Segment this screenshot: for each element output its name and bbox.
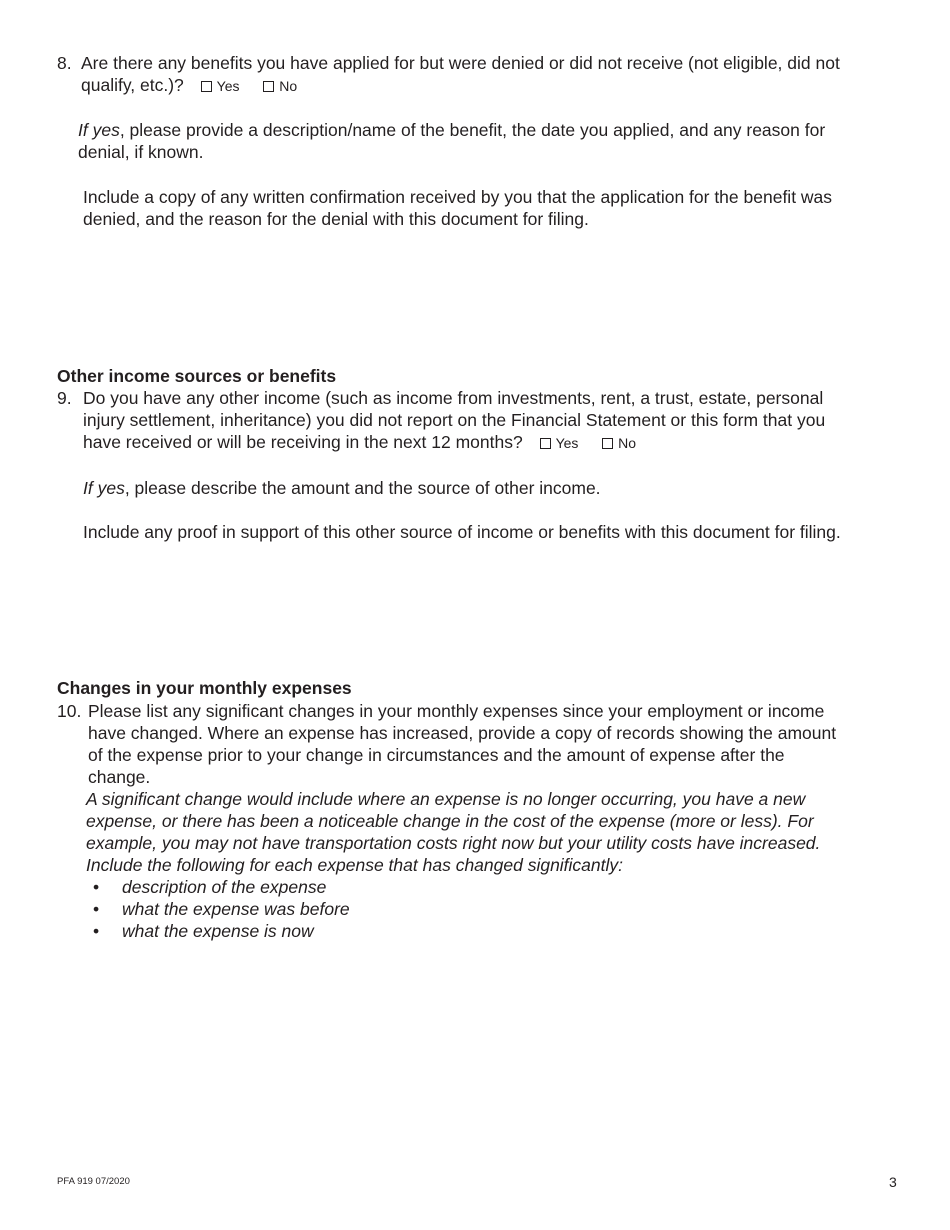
section-heading-expenses: Changes in your monthly expenses [57,678,352,698]
page-number: 3 [889,1174,897,1190]
question-number: 10. [57,701,82,721]
no-label: No [618,435,637,451]
q9-include-note: Include any proof in support of this other source of income or benefits with this document for filing. [83,522,841,542]
list-item-text: description of the expense [122,877,327,897]
question-text-line: have changed. Where an expense has increased, provide a copy of records showing the amount [88,723,837,743]
question-text-line: of the expense prior to your change in circumstances and the amount of expense after the [88,745,785,765]
instruction-text: , please provide a description/name of the benefit, the date you applied, and any reason for [119,120,826,140]
question-number: 9. [57,388,72,408]
question-text-line: have received or will be receiving in the next 12 months? [83,432,523,452]
include-text-line: denied, and the reason for the denial with this document for filing. [83,209,589,229]
note-text-line: example, you may not have transportation costs right now but your utility costs have increased. [86,833,821,853]
no-label: No [279,78,298,94]
note-text-line: Include the following for each expense that has changed significantly: [86,855,624,875]
list-item: • description of the expense [93,877,327,897]
form-id: PFA 919 07/2020 [57,1176,130,1187]
yes-label: Yes [216,78,240,94]
q8-include-note [83,186,943,230]
question-number: 8. [57,53,72,73]
if-yes-label: If yes [78,120,120,140]
include-text-line: Include a copy of any written confirmation received by you that the application for the benefit was [83,187,833,207]
question-text-line: Are there any benefits you have applied for but were denied or did not receive (not eligible, did not [81,53,840,73]
yes-checkbox[interactable] [540,438,551,449]
yes-checkbox[interactable] [201,81,212,92]
section-heading-other-income: Other income sources or benefits [57,366,337,386]
instruction-text: denial, if known. [78,142,204,162]
yes-label: Yes [555,435,579,451]
if-yes-label: If yes [83,478,125,498]
list-item: • what the expense was before [93,899,350,919]
question-9 [57,387,937,454]
question-text-line: Please list any significant changes in your monthly expenses since your employment or income [88,701,825,721]
note-text-line: expense, or there has been a noticeable change in the cost of the expense (more or less). For [86,811,814,831]
q8-if-yes-instruction [78,119,938,163]
list-item-text: what the expense is now [122,921,314,941]
question-text-line: Do you have any other income (such as income from investments, rent, a trust, estate, personal [83,388,824,408]
question-text-line: qualify, etc.)? [81,75,184,95]
question-8 [57,52,937,97]
question-10 [57,700,937,942]
note-text-line: A significant change would include where an expense is no longer occurring, you have a new [86,789,806,809]
question-text-line: injury settlement, inheritance) you did not report on the Financial Statement or this form that you [83,410,826,430]
q9-if-yes-instruction [83,477,943,499]
no-checkbox[interactable] [602,438,613,449]
question-text-line: change. [88,767,151,787]
list-item: • what the expense is now [93,921,314,941]
instruction-text: , please describe the amount and the source of other income. [124,478,601,498]
no-checkbox[interactable] [263,81,274,92]
expense-bullet-list [87,876,937,942]
list-item-text: what the expense was before [122,899,350,919]
